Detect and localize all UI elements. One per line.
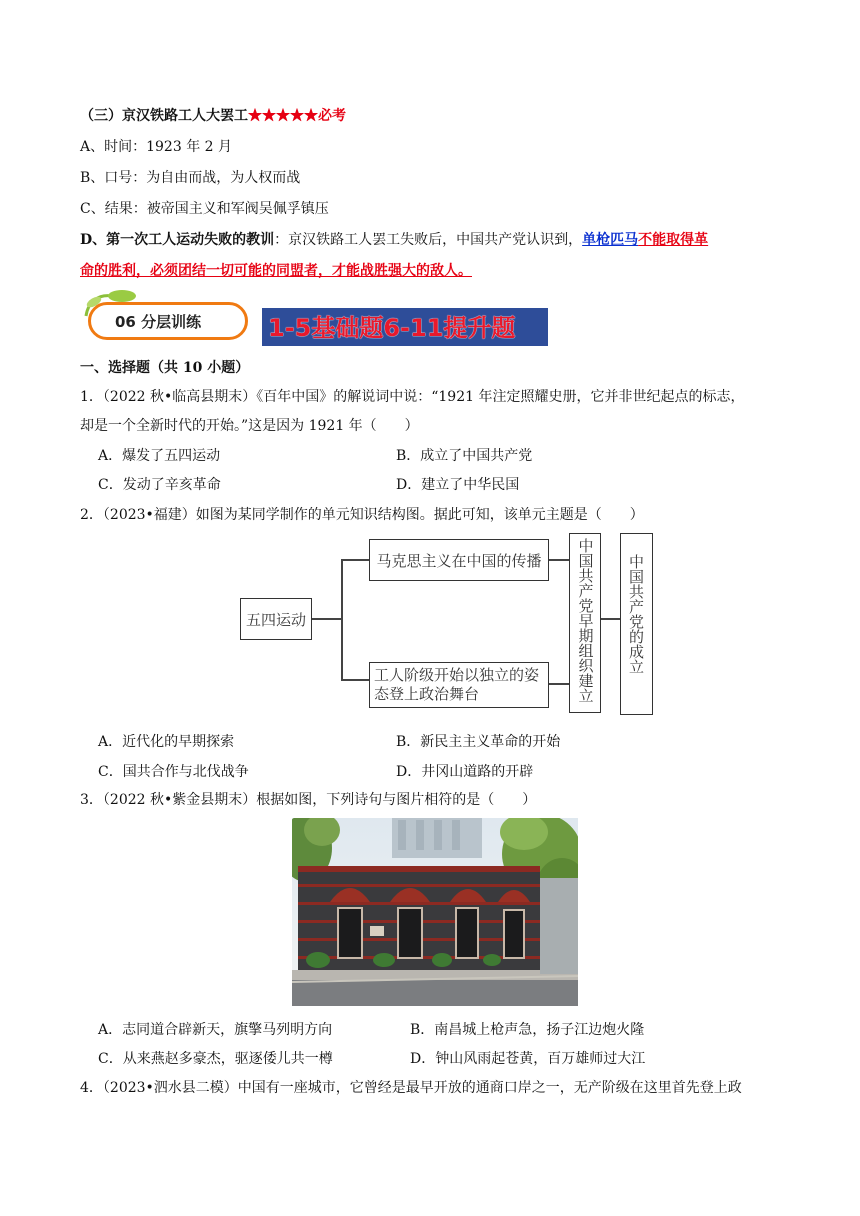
- q1-option-a: A．爆发了五四运动: [98, 448, 221, 464]
- connector-line: [341, 679, 369, 681]
- building-photo: [292, 818, 578, 1006]
- connector-line: [341, 559, 369, 561]
- connector-line: [549, 559, 569, 561]
- q1-option-c: C．发动了辛亥革命: [98, 477, 221, 493]
- section-item-d-cont: 命的胜利，必须团结一切可能的同盟者，才能战胜强大的敌人。: [80, 263, 472, 279]
- section-item-a: A、时间：1923 年 2 月: [80, 139, 232, 155]
- q3-option-a: A．志同道合辟新天，旗擎马列明方向: [98, 1022, 333, 1038]
- diagram-box-mid: 中国共产党早期组织建立: [569, 533, 601, 713]
- q3-option-b: B．南昌城上枪声急，扬子江边炮火隆: [410, 1022, 645, 1038]
- q4-stem: 4．（2023•泗水县二模）中国有一座城市，它曾经是最早开放的通商口岸之一，无产阶级在这里首先登上政: [80, 1080, 742, 1096]
- diagram-box-right: 中国共产党的成立: [620, 533, 653, 715]
- q1-stem-line2: 却是一个全新时代的开始。”这是因为 1921 年（ ）: [80, 418, 419, 434]
- must-tag: 必考: [318, 108, 346, 124]
- banner-tag: 1-5基础题6-11提升题: [268, 314, 516, 342]
- section-item-b: B、口号：为自由而战，为人权而战: [80, 170, 301, 186]
- diagram-box-top: 马克思主义在中国的传播: [369, 539, 549, 581]
- q1-option-d: D．建立了中华民国: [396, 477, 520, 493]
- q3-stem: 3．（2022 秋•紫金县期末）根据如图，下列诗句与图片相符的是（ ）: [80, 792, 537, 808]
- q2-option-d: D．井冈山道路的开辟: [396, 764, 534, 780]
- connector-line: [601, 618, 620, 620]
- q2-option-c: C．国共合作与北伐战争: [98, 764, 249, 780]
- section-item-c: C、结果：被帝国主义和军阀吴佩孚镇压: [80, 201, 329, 217]
- part-title: 一、选择题（共 10 小题）: [80, 360, 250, 376]
- q1-option-b: B．成立了中国共产党: [396, 448, 533, 464]
- diagram-box-bottom: 工人阶级开始以独立的姿 态登上政治舞台: [369, 662, 549, 708]
- q3-option-d: D．钟山风雨起苍黄，百万雄师过大江: [410, 1051, 646, 1067]
- q2-stem: 2．（2023•福建）如图为某同学制作的单元知识结构图。据此可知，该单元主题是（ ）: [80, 507, 644, 523]
- connector-line: [341, 559, 343, 679]
- star-rating: ★★★★★: [248, 108, 318, 124]
- banner-label: 06 分层训练: [115, 313, 202, 331]
- highlight-blue: 单枪匹马: [582, 232, 639, 248]
- section-title: （三）京汉铁路工人大罢工★★★★★必考: [80, 108, 346, 124]
- section-item-d: D、第一次工人运动失败的教训：京汉铁路工人罢工失败后，中国共产党认识到，单枪匹马不能取得革: [80, 232, 709, 248]
- connector-line: [549, 683, 569, 685]
- q2-option-a: A．近代化的早期探索: [98, 734, 235, 750]
- connector-line: [312, 618, 342, 620]
- highlight-red: 不能取得革: [638, 232, 709, 248]
- q2-option-b: B．新民主主义革命的开始: [396, 734, 561, 750]
- q1-stem-line1: 1．（2022 秋•临高县期末）《百年中国》的解说词中说：“1921 年注定照耀史册，它并非世纪起点的标志，: [80, 389, 745, 405]
- diagram-box-left: 五四运动: [240, 598, 312, 640]
- q3-option-c: C．从来燕赵多豪杰，驱逐倭儿共一樽: [98, 1051, 333, 1067]
